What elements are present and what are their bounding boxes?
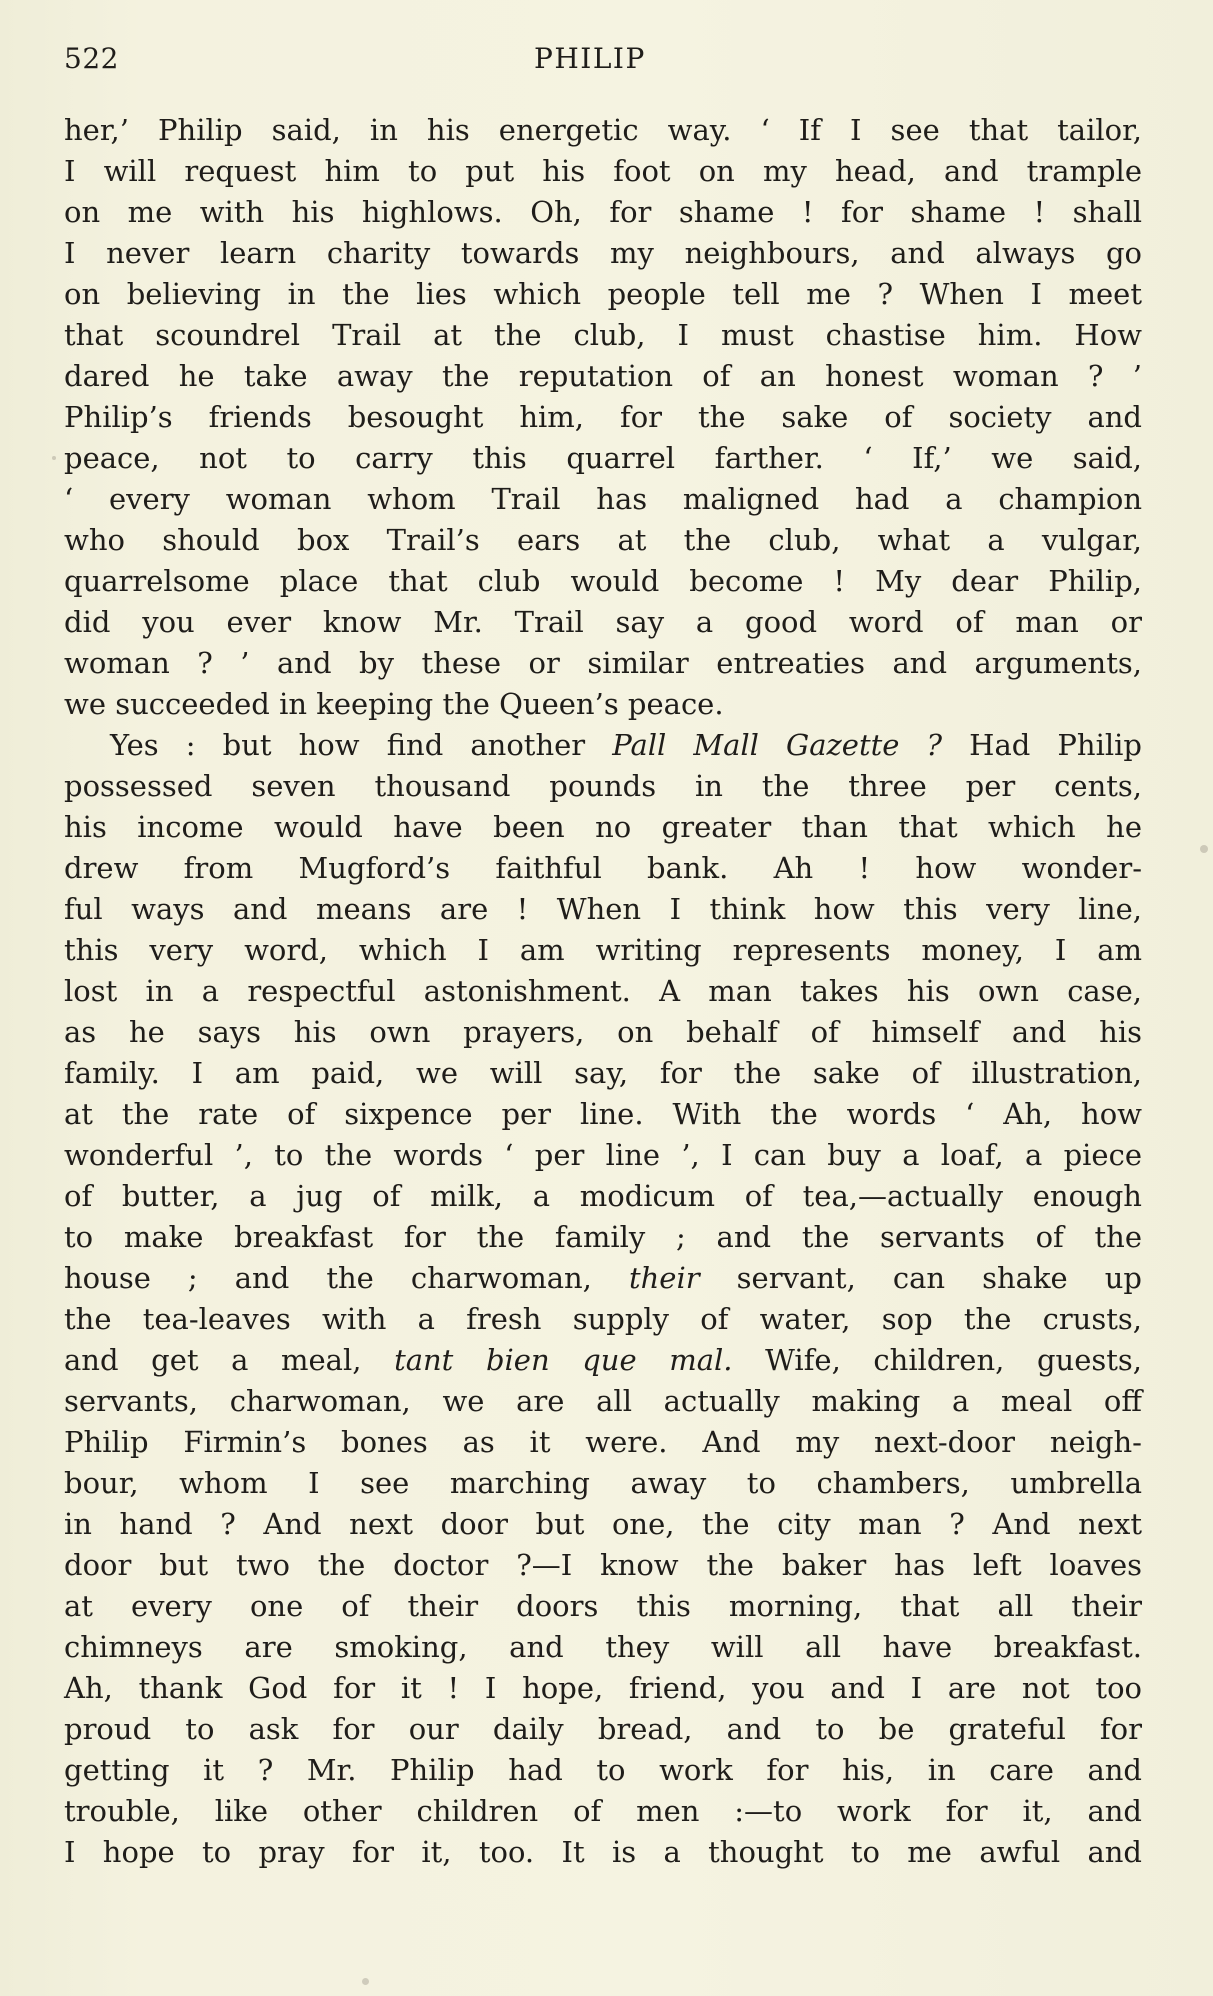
page-header	[64, 34, 1144, 86]
text-line: trouble, like other children of men :—to work for it, and	[64, 1794, 1142, 1828]
body-text	[64, 110, 1142, 1873]
text-line: in hand ? And next door but one, the city man ? And next	[64, 1507, 1142, 1541]
text-line: I will request him to put his foot on my head, and trample	[64, 154, 1142, 188]
text-line: woman ? ’ and by these or similar entreaties and arguments,	[64, 646, 1142, 680]
paper-speck	[52, 456, 56, 460]
text-line: possessed seven thousand pounds in the three per cents,	[64, 769, 1142, 803]
text-segment: house ; and the charwoman,	[64, 1261, 629, 1295]
text-line: dared he take away the reputation of an honest woman ? ’	[64, 359, 1142, 393]
text-line: proud to ask for our daily bread, and to be grateful for	[64, 1712, 1142, 1746]
text-line	[64, 725, 1142, 766]
text-line: I never learn charity towards my neighbours, and always go	[64, 236, 1142, 270]
italic-title: Pall Mall Gazette ?	[612, 728, 943, 762]
text-line: getting it ? Mr. Philip had to work for his, in care and	[64, 1753, 1142, 1787]
page-number: 522	[64, 42, 119, 75]
text-line: we succeeded in keeping the Queen’s peace.	[64, 687, 724, 721]
text-line: his income would have been no greater than that which he	[64, 810, 1142, 844]
text-line: wonderful ’, to the words ‘ per line ’, I can buy a loaf, a piece	[64, 1138, 1142, 1172]
text-line: to make breakfast for the family ; and the servants of the	[64, 1220, 1142, 1254]
running-head: PHILIP	[534, 42, 646, 75]
italic-phrase: tant bien que mal.	[394, 1343, 733, 1377]
italic-word: their	[628, 1261, 700, 1295]
text-segment: Wife, children, guests,	[732, 1343, 1142, 1377]
text-line	[64, 1258, 1142, 1299]
paper-speck	[362, 1978, 369, 1985]
text-line: ful ways and means are ! When I think how this very line,	[64, 892, 1142, 926]
text-line: Philip’s friends besought him, for the sake of society and	[64, 400, 1142, 434]
text-line: quarrelsome place that club would become ! My dear Philip,	[64, 564, 1142, 598]
text-segment: servant, can shake up	[699, 1261, 1142, 1295]
text-line: that scoundrel Trail at the club, I must chastise him. How	[64, 318, 1142, 352]
text-line: Ah, thank God for it ! I hope, friend, you and I are not too	[64, 1671, 1142, 1705]
text-line: Philip Firmin’s bones as it were. And my next-door neigh-	[64, 1425, 1142, 1459]
text-line: peace, not to carry this quarrel farther. ‘ If,’ we said,	[64, 441, 1142, 475]
text-line: her,’ Philip said, in his energetic way. ‘ If I see that tailor,	[64, 113, 1142, 147]
text-line: servants, charwoman, we are all actually making a meal off	[64, 1384, 1142, 1418]
text-line: I hope to pray for it, too. It is a thought to me awful and	[64, 1835, 1142, 1869]
text-segment: Yes : but how find another	[110, 728, 613, 762]
text-line: at every one of their doors this morning, that all their	[64, 1589, 1142, 1623]
text-line: of butter, a jug of milk, a modicum of tea,—actually enough	[64, 1179, 1142, 1213]
text-line: at the rate of sixpence per line. With the words ‘ Ah, how	[64, 1097, 1142, 1131]
text-line: on me with his highlows. Oh, for shame ! for shame ! shall	[64, 195, 1142, 229]
text-segment: Had Philip	[942, 728, 1142, 762]
text-line: lost in a respectful astonishment. A man takes his own case,	[64, 974, 1142, 1008]
text-line: the tea-leaves with a fresh supply of water, sop the crusts,	[64, 1302, 1142, 1336]
text-line: as he says his own prayers, on behalf of himself and his	[64, 1015, 1142, 1049]
text-segment: and get a meal,	[64, 1343, 395, 1377]
text-line: did you ever know Mr. Trail say a good word of man or	[64, 605, 1142, 639]
text-line: this very word, which I am writing represents money, I am	[64, 933, 1142, 967]
text-line: on believing in the lies which people tell me ? When I meet	[64, 277, 1142, 311]
text-line: bour, whom I see marching away to chambers, umbrella	[64, 1466, 1142, 1500]
text-line: chimneys are smoking, and they will all have breakfast.	[64, 1630, 1142, 1664]
text-line: who should box Trail’s ears at the club, what a vulgar,	[64, 523, 1142, 557]
text-line: drew from Mugford’s faithful bank. Ah ! how wonder-	[64, 851, 1142, 885]
text-line	[64, 1340, 1142, 1381]
paper-speck	[1200, 845, 1208, 853]
text-line: family. I am paid, we will say, for the sake of illustration,	[64, 1056, 1142, 1090]
text-line: ‘ every woman whom Trail has maligned had a champion	[64, 482, 1142, 516]
text-line: door but two the doctor ?—I know the baker has left loaves	[64, 1548, 1142, 1582]
